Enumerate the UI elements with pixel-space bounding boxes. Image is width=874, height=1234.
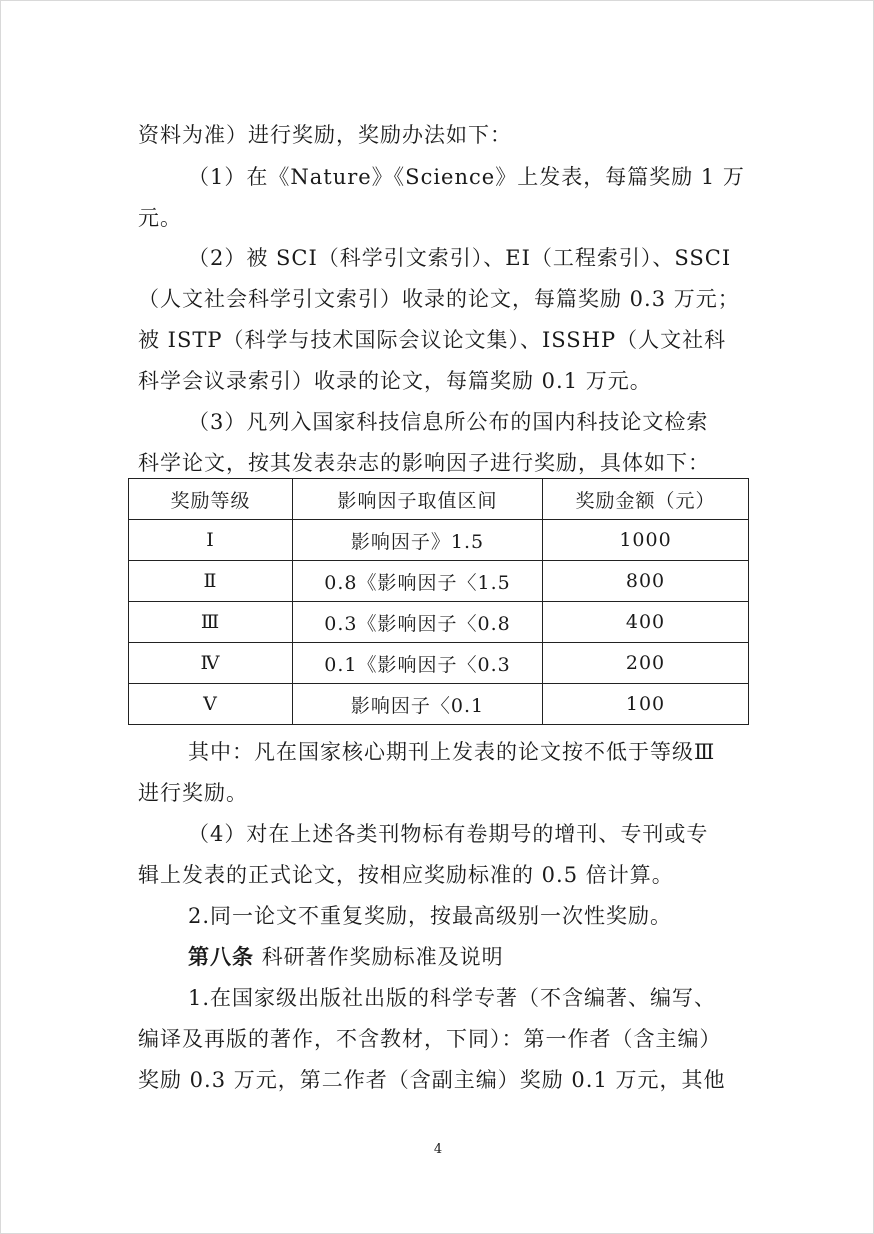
- paragraph-line: 被 ISTP（科学与技术国际会议论文集）、ISSHP（人文社科: [138, 328, 727, 352]
- article-heading: [188, 942, 504, 972]
- award-table: [128, 478, 749, 725]
- table-row: [129, 561, 749, 602]
- level-cell: Ⅴ: [129, 684, 293, 725]
- paragraph-line: 1.在国家级出版社出版的科学专著（不含编著、编写、: [188, 986, 717, 1010]
- level-cell: Ⅳ: [129, 643, 293, 684]
- paragraph-line: 2.同一论文不重复奖励，按最高级别一次性奖励。: [188, 904, 673, 928]
- paragraph-line: 科学会议录索引）收录的论文，每篇奖励 0.1 万元。: [138, 369, 652, 393]
- amount-cell: 1000: [543, 520, 749, 561]
- article-title: 科研著作奖励标准及说明: [261, 945, 504, 969]
- paragraph-line: （3）凡列入国家科技信息所公布的国内科技论文检索: [188, 410, 709, 434]
- paragraph-line: 编译及再版的著作，不含教材，下同）：第一作者（含主编）: [138, 1027, 722, 1051]
- paragraph-line: 其中：凡在国家核心期刊上发表的论文按不低于等级Ⅲ: [188, 740, 716, 764]
- table-row: [129, 643, 749, 684]
- range-cell: 影响因子〈0.1: [293, 684, 543, 725]
- paragraph-line: 奖励 0.3 万元，第二作者（含副主编）奖励 0.1 万元，其他: [138, 1068, 726, 1092]
- paragraph-line: （1）在《Nature》《Science》上发表，每篇奖励 1 万: [188, 165, 745, 189]
- amount-cell: 400: [543, 602, 749, 643]
- paragraph-line: （2）被 SCI（科学引文索引）、EI（工程索引）、SSCI: [188, 246, 732, 270]
- header-cell: 奖励金额（元）: [543, 479, 749, 520]
- paragraph-line: 进行奖励。: [138, 781, 248, 805]
- range-cell: 0.1《影响因子〈0.3: [293, 643, 543, 684]
- header-cell: 影响因子取值区间: [293, 479, 543, 520]
- level-cell: Ⅲ: [129, 602, 293, 643]
- table-row: [129, 520, 749, 561]
- amount-cell: 800: [543, 561, 749, 602]
- amount-cell: 100: [543, 684, 749, 725]
- range-cell: 影响因子》1.5: [293, 520, 543, 561]
- page-number: 4: [433, 1142, 443, 1157]
- paragraph-line: 资料为准）进行奖励，奖励办法如下：: [138, 123, 512, 147]
- level-cell: Ⅰ: [129, 520, 293, 561]
- range-cell: 0.3《影响因子〈0.8: [293, 602, 543, 643]
- paragraph-line: 辑上发表的正式论文，按相应奖励标准的 0.5 倍计算。: [138, 863, 674, 887]
- paragraph-line: （4）对在上述各类刊物标有卷期号的增刊、专刊或专: [188, 822, 709, 846]
- level-cell: Ⅱ: [129, 561, 293, 602]
- table-row: [129, 602, 749, 643]
- paragraph-line: 元。: [138, 206, 182, 230]
- amount-cell: 200: [543, 643, 749, 684]
- paragraph-line: （人文社会科学引文索引）收录的论文，每篇奖励 0.3 万元；: [138, 287, 740, 311]
- header-cell: 奖励等级: [129, 479, 293, 520]
- article-number: 第八条: [188, 944, 254, 969]
- paragraph-line: 科学论文，按其发表杂志的影响因子进行奖励，具体如下：: [138, 451, 710, 475]
- range-cell: 0.8《影响因子〈1.5: [293, 561, 543, 602]
- table-header-row: [129, 479, 749, 520]
- table-row: [129, 684, 749, 725]
